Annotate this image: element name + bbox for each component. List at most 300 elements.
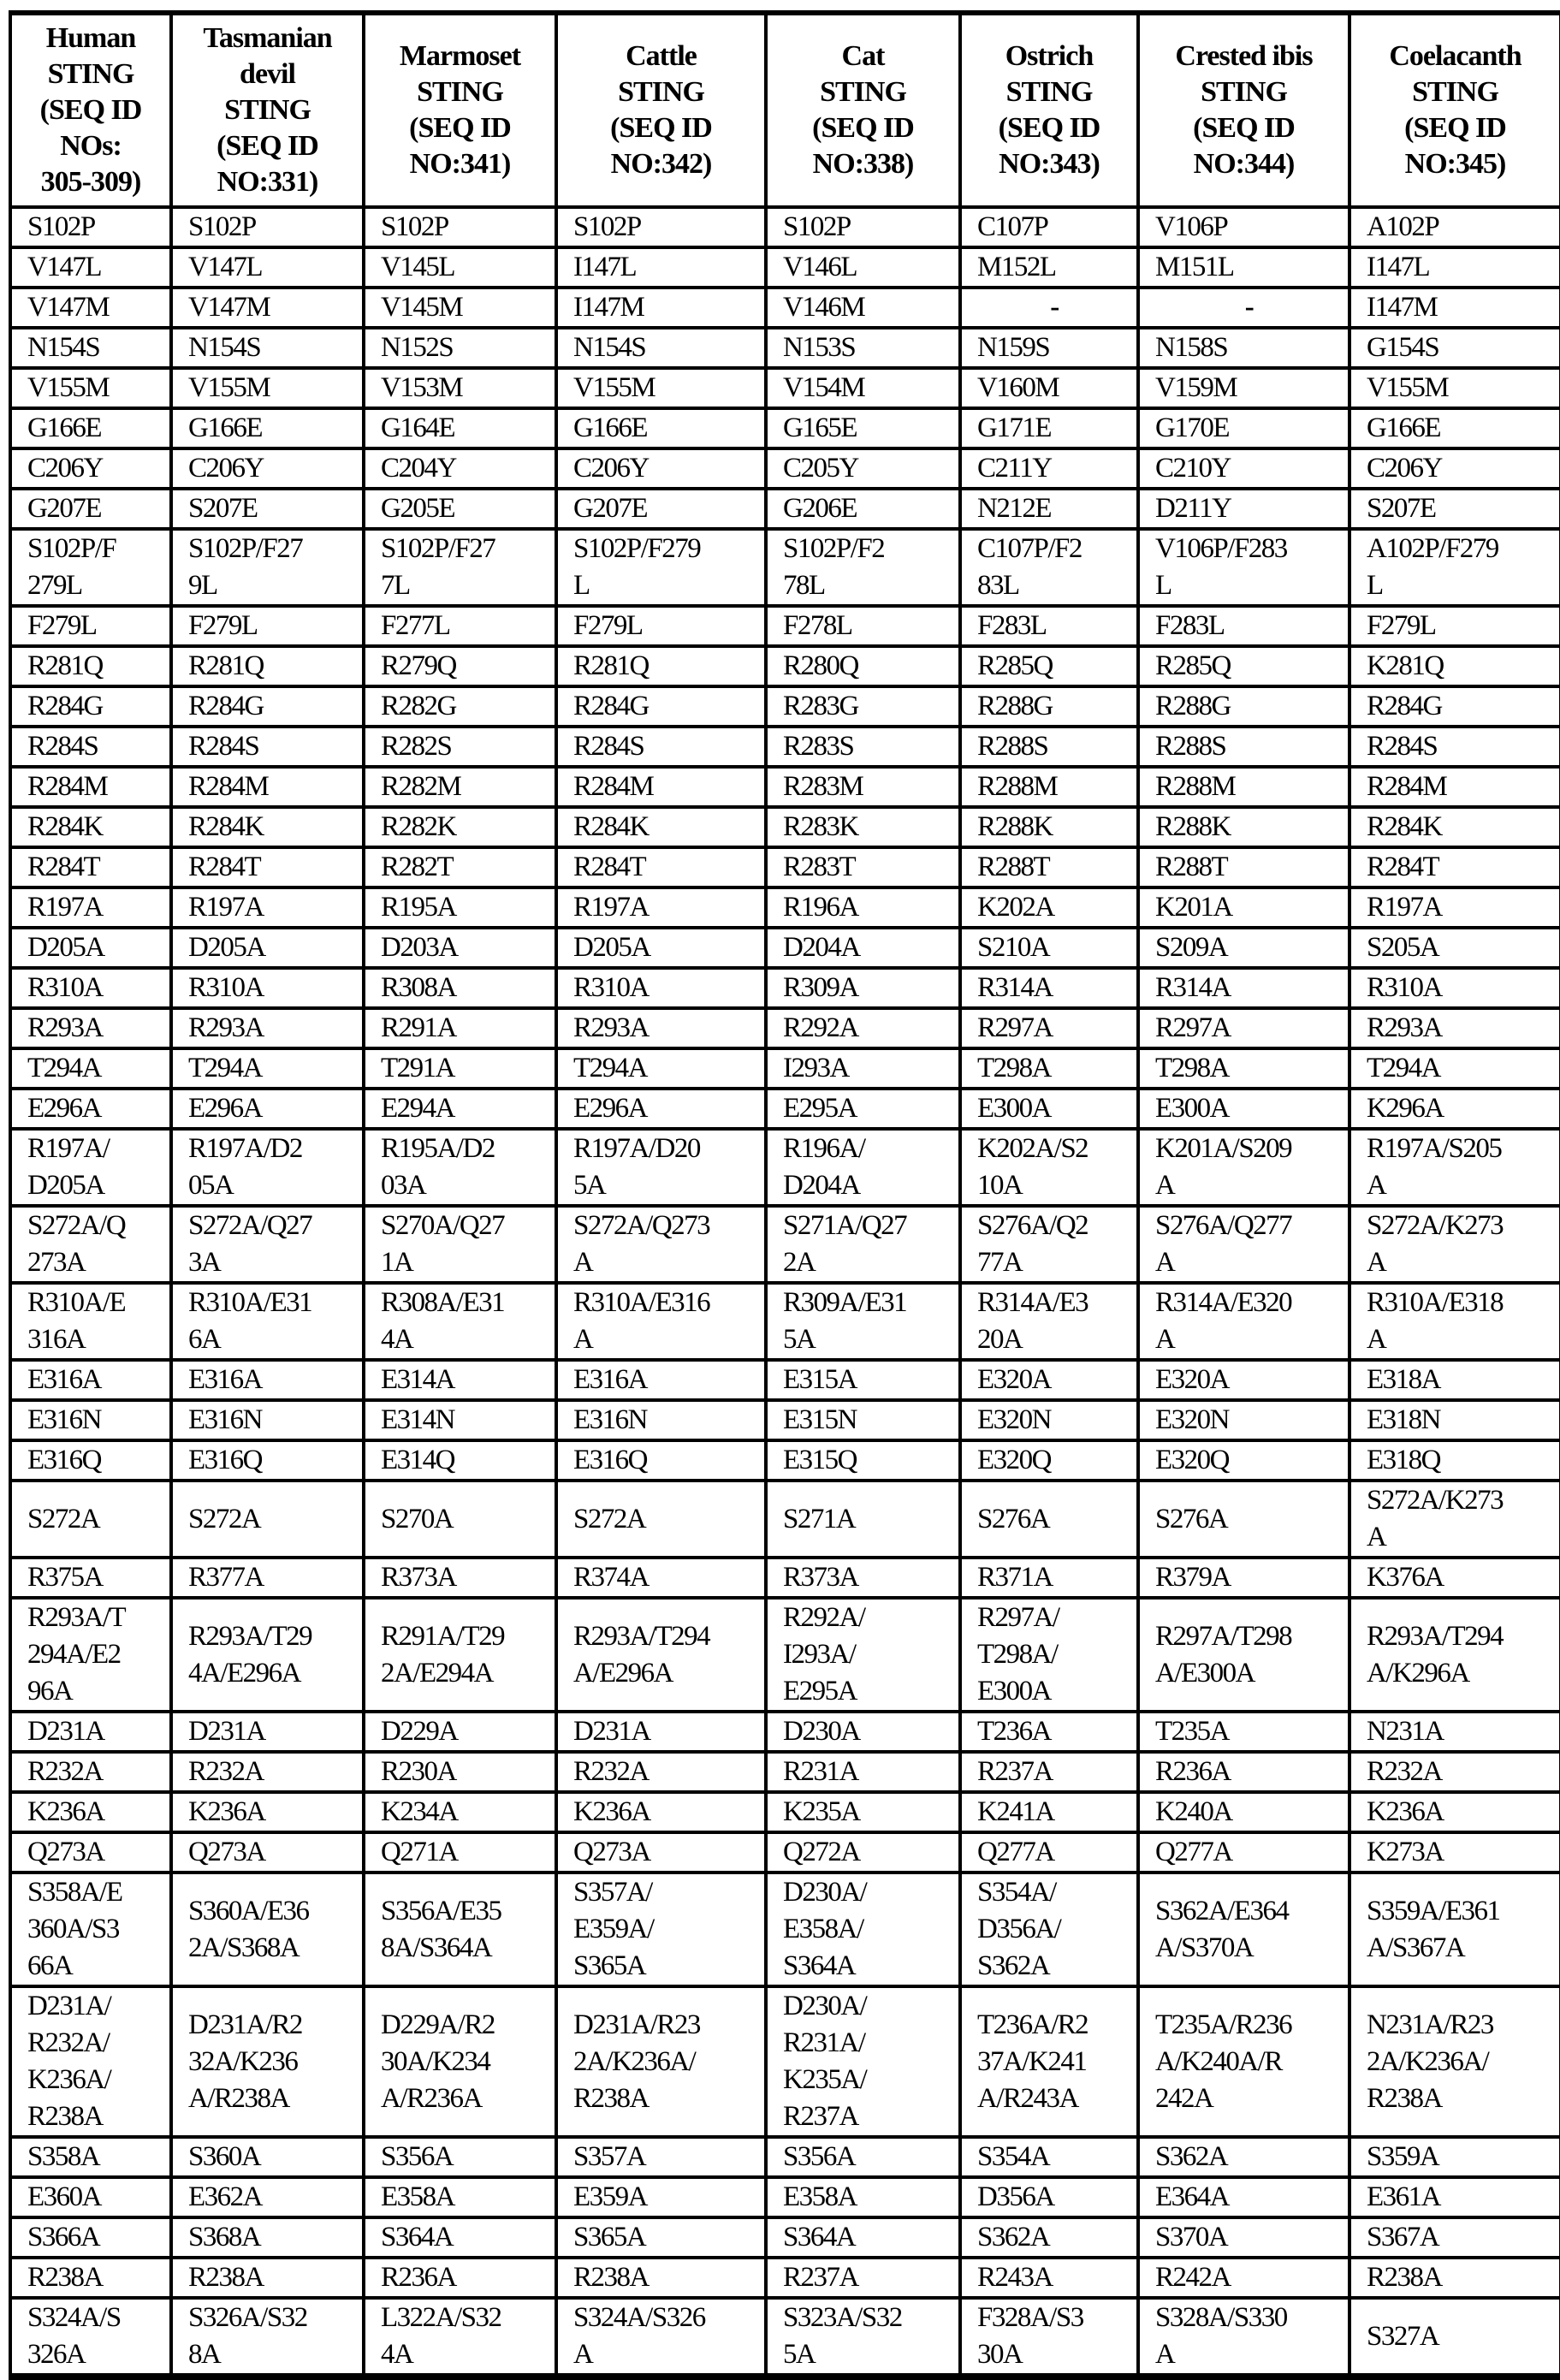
- mutation-cell-ostrich: E300A: [960, 1089, 1138, 1129]
- mutation-cell-cattle: S324A/S326 A: [556, 2298, 766, 2377]
- header-row: [10, 13, 1560, 207]
- mutation-cell-crested-ibis: G170E: [1138, 408, 1349, 448]
- mutation-cell-coelacanth: S367A: [1349, 2217, 1560, 2258]
- mutation-cell-coelacanth: I147L: [1349, 247, 1560, 288]
- mutation-cell-cat: G165E: [766, 408, 960, 448]
- mutation-cell-ostrich: F328A/S3 30A: [960, 2298, 1138, 2377]
- mutation-cell-tasmanian-devil: E316Q: [171, 1440, 364, 1481]
- mutation-cell-ostrich: R285Q: [960, 646, 1138, 686]
- mutation-cell-crested-ibis: R236A: [1138, 1752, 1349, 1792]
- mutation-cell-human: S358A: [10, 2137, 171, 2177]
- mutation-cell-crested-ibis: R288T: [1138, 847, 1349, 887]
- mutation-cell-crested-ibis: M151L: [1138, 247, 1349, 288]
- mutation-cell-ostrich: R288G: [960, 686, 1138, 727]
- mutation-cell-marmoset: R279Q: [364, 646, 556, 686]
- mutation-cell-tasmanian-devil: V155M: [171, 368, 364, 408]
- mutation-cell-cattle: I147M: [556, 288, 766, 328]
- mutation-cell-cat: V146L: [766, 247, 960, 288]
- mutation-cell-cat: E315Q: [766, 1440, 960, 1481]
- mutation-cell-crested-ibis: F283L: [1138, 606, 1349, 646]
- mutation-cell-crested-ibis: R314A: [1138, 968, 1349, 1008]
- mutation-cell-marmoset: R291A: [364, 1008, 556, 1048]
- mutation-cell-cat: C205Y: [766, 448, 960, 489]
- table-row: [10, 767, 1560, 807]
- mutation-cell-coelacanth: V155M: [1349, 368, 1560, 408]
- mutation-cell-crested-ibis: S328A/S330 A: [1138, 2298, 1349, 2377]
- mutation-cell-tasmanian-devil: D231A/R2 32A/K236 A/R238A: [171, 1986, 364, 2137]
- mutation-cell-human: D231A/ R232A/ K236A/ R238A: [10, 1986, 171, 2137]
- table-row: [10, 2177, 1560, 2217]
- mutation-cell-marmoset: R282T: [364, 847, 556, 887]
- table-row: [10, 1986, 1560, 2137]
- mutation-cell-cat: R237A: [766, 2258, 960, 2298]
- mutation-cell-marmoset: R282S: [364, 727, 556, 767]
- mutation-cell-human: V147L: [10, 247, 171, 288]
- mutation-cell-marmoset: Q271A: [364, 1832, 556, 1873]
- mutation-cell-coelacanth: R284T: [1349, 847, 1560, 887]
- mutation-cell-crested-ibis: R314A/E320 A: [1138, 1283, 1349, 1360]
- mutation-cell-ostrich: T236A: [960, 1712, 1138, 1752]
- mutation-cell-cat: R283K: [766, 807, 960, 847]
- mutation-cell-coelacanth: R293A/T294 A/K296A: [1349, 1598, 1560, 1712]
- mutation-cell-marmoset: R308A/E31 4A: [364, 1283, 556, 1360]
- mutation-cell-cattle: S272A: [556, 1481, 766, 1558]
- mutation-cell-coelacanth: S359A: [1349, 2137, 1560, 2177]
- sting-mutation-table: [9, 10, 1560, 2380]
- mutation-cell-cattle: R284K: [556, 807, 766, 847]
- mutation-cell-human: S102P: [10, 207, 171, 247]
- mutation-cell-ostrich: S276A: [960, 1481, 1138, 1558]
- mutation-cell-ostrich: N159S: [960, 328, 1138, 368]
- mutation-cell-crested-ibis: -: [1138, 288, 1349, 328]
- mutation-cell-tasmanian-devil: G166E: [171, 408, 364, 448]
- mutation-cell-ostrich: R297A/ T298A/ E300A: [960, 1598, 1138, 1712]
- mutation-cell-marmoset: V153M: [364, 368, 556, 408]
- mutation-cell-crested-ibis: E300A: [1138, 1089, 1349, 1129]
- mutation-cell-cattle: I147L: [556, 247, 766, 288]
- mutation-cell-coelacanth: G166E: [1349, 408, 1560, 448]
- mutation-cell-ostrich: R314A/E3 20A: [960, 1283, 1138, 1360]
- mutation-cell-marmoset: R308A: [364, 968, 556, 1008]
- mutation-cell-human: E316A: [10, 1360, 171, 1400]
- mutation-cell-ostrich: R288M: [960, 767, 1138, 807]
- mutation-cell-marmoset: F277L: [364, 606, 556, 646]
- mutation-cell-cat: I293A: [766, 1048, 960, 1089]
- table-row: [10, 606, 1560, 646]
- mutation-cell-cat: D230A: [766, 1712, 960, 1752]
- mutation-cell-cattle: R238A: [556, 2258, 766, 2298]
- mutation-cell-cat: R309A/E31 5A: [766, 1283, 960, 1360]
- mutation-cell-tasmanian-devil: D231A: [171, 1712, 364, 1752]
- mutation-cell-marmoset: D203A: [364, 928, 556, 968]
- mutation-cell-coelacanth: N231A: [1349, 1712, 1560, 1752]
- mutation-cell-cat: R280Q: [766, 646, 960, 686]
- mutation-cell-crested-ibis: D211Y: [1138, 489, 1349, 529]
- mutation-cell-human: G207E: [10, 489, 171, 529]
- mutation-cell-ostrich: R243A: [960, 2258, 1138, 2298]
- mutation-cell-cattle: S357A/ E359A/ S365A: [556, 1873, 766, 1986]
- mutation-cell-cattle: C206Y: [556, 448, 766, 489]
- mutation-cell-human: S102P/F 279L: [10, 529, 171, 606]
- mutation-cell-tasmanian-devil: E316N: [171, 1400, 364, 1440]
- mutation-cell-crested-ibis: S276A: [1138, 1481, 1349, 1558]
- mutation-cell-cattle: S365A: [556, 2217, 766, 2258]
- mutation-cell-ostrich: M152L: [960, 247, 1138, 288]
- mutation-cell-tasmanian-devil: C206Y: [171, 448, 364, 489]
- table-body: [10, 207, 1560, 2377]
- mutation-cell-cattle: R284M: [556, 767, 766, 807]
- mutation-cell-human: V147M: [10, 288, 171, 328]
- table-row: [10, 1283, 1560, 1360]
- mutation-cell-tasmanian-devil: R197A/D2 05A: [171, 1129, 364, 1206]
- table-row: [10, 847, 1560, 887]
- mutation-cell-coelacanth: R238A: [1349, 2258, 1560, 2298]
- mutation-cell-human: R232A: [10, 1752, 171, 1792]
- mutation-cell-cattle: D231A: [556, 1712, 766, 1752]
- mutation-cell-marmoset: E314Q: [364, 1440, 556, 1481]
- mutation-cell-ostrich: S362A: [960, 2217, 1138, 2258]
- mutation-cell-cat: S271A/Q27 2A: [766, 1206, 960, 1283]
- mutation-cell-ostrich: S354A: [960, 2137, 1138, 2177]
- mutation-cell-human: F279L: [10, 606, 171, 646]
- mutation-cell-ostrich: R237A: [960, 1752, 1138, 1792]
- mutation-cell-tasmanian-devil: Q273A: [171, 1832, 364, 1873]
- mutation-cell-coelacanth: T294A: [1349, 1048, 1560, 1089]
- mutation-cell-crested-ibis: S209A: [1138, 928, 1349, 968]
- table-row: [10, 1481, 1560, 1558]
- mutation-cell-human: G166E: [10, 408, 171, 448]
- mutation-cell-human: R375A: [10, 1558, 171, 1598]
- table-row: [10, 489, 1560, 529]
- mutation-cell-crested-ibis: R379A: [1138, 1558, 1349, 1598]
- mutation-cell-human: R284K: [10, 807, 171, 847]
- mutation-cell-coelacanth: R232A: [1349, 1752, 1560, 1792]
- mutation-cell-tasmanian-devil: R310A: [171, 968, 364, 1008]
- mutation-cell-ostrich: R288T: [960, 847, 1138, 887]
- mutation-cell-ostrich: F283L: [960, 606, 1138, 646]
- mutation-cell-ostrich: C211Y: [960, 448, 1138, 489]
- mutation-cell-cat: R283S: [766, 727, 960, 767]
- mutation-cell-tasmanian-devil: R197A: [171, 887, 364, 928]
- mutation-cell-cattle: S272A/Q273 A: [556, 1206, 766, 1283]
- mutation-cell-marmoset: S102P: [364, 207, 556, 247]
- mutation-cell-cat: E315A: [766, 1360, 960, 1400]
- mutation-cell-tasmanian-devil: F279L: [171, 606, 364, 646]
- table-row: [10, 1873, 1560, 1986]
- table-row: [10, 2137, 1560, 2177]
- mutation-cell-human: E296A: [10, 1089, 171, 1129]
- mutation-cell-cattle: G166E: [556, 408, 766, 448]
- mutation-cell-marmoset: V145L: [364, 247, 556, 288]
- mutation-cell-ostrich: T236A/R2 37A/K241 A/R243A: [960, 1986, 1138, 2137]
- mutation-cell-marmoset: R195A: [364, 887, 556, 928]
- mutation-cell-crested-ibis: T235A: [1138, 1712, 1349, 1752]
- mutation-cell-ostrich: K202A/S2 10A: [960, 1129, 1138, 1206]
- mutation-cell-tasmanian-devil: R281Q: [171, 646, 364, 686]
- mutation-cell-coelacanth: K376A: [1349, 1558, 1560, 1598]
- mutation-cell-cat: E358A: [766, 2177, 960, 2217]
- table-row: [10, 368, 1560, 408]
- mutation-cell-marmoset: E358A: [364, 2177, 556, 2217]
- mutation-cell-cat: R283G: [766, 686, 960, 727]
- mutation-cell-ostrich: Q277A: [960, 1832, 1138, 1873]
- mutation-cell-tasmanian-devil: R310A/E31 6A: [171, 1283, 364, 1360]
- mutation-cell-crested-ibis: E320Q: [1138, 1440, 1349, 1481]
- mutation-cell-cattle: S357A: [556, 2137, 766, 2177]
- mutation-cell-crested-ibis: C210Y: [1138, 448, 1349, 489]
- mutation-cell-cat: S323A/S32 5A: [766, 2298, 960, 2377]
- table-row: [10, 1598, 1560, 1712]
- mutation-cell-human: E316Q: [10, 1440, 171, 1481]
- mutation-cell-tasmanian-devil: R284M: [171, 767, 364, 807]
- mutation-cell-marmoset: V145M: [364, 288, 556, 328]
- mutation-cell-ostrich: K202A: [960, 887, 1138, 928]
- mutation-cell-cat: S102P: [766, 207, 960, 247]
- mutation-cell-cattle: R310A/E316 A: [556, 1283, 766, 1360]
- mutation-cell-cattle: R281Q: [556, 646, 766, 686]
- mutation-cell-tasmanian-devil: E362A: [171, 2177, 364, 2217]
- column-header-ostrich: Ostrich STING (SEQ ID NO:343): [960, 13, 1138, 207]
- mutation-cell-marmoset: R291A/T29 2A/E294A: [364, 1598, 556, 1712]
- mutation-cell-marmoset: G205E: [364, 489, 556, 529]
- mutation-cell-tasmanian-devil: S272A: [171, 1481, 364, 1558]
- mutation-cell-crested-ibis: R288M: [1138, 767, 1349, 807]
- mutation-cell-coelacanth: K281Q: [1349, 646, 1560, 686]
- mutation-cell-tasmanian-devil: E316A: [171, 1360, 364, 1400]
- mutation-cell-crested-ibis: V106P/F283 L: [1138, 529, 1349, 606]
- mutation-cell-tasmanian-devil: S102P: [171, 207, 364, 247]
- mutation-cell-human: R197A/ D205A: [10, 1129, 171, 1206]
- table-row: [10, 408, 1560, 448]
- mutation-cell-cat: R196A: [766, 887, 960, 928]
- mutation-cell-coelacanth: S272A/K273 A: [1349, 1481, 1560, 1558]
- mutation-cell-tasmanian-devil: S272A/Q27 3A: [171, 1206, 364, 1283]
- table-row: [10, 1206, 1560, 1283]
- mutation-cell-marmoset: S356A/E35 8A/S364A: [364, 1873, 556, 1986]
- mutation-cell-marmoset: K234A: [364, 1792, 556, 1832]
- table-header: [10, 13, 1560, 207]
- table-row: [10, 1558, 1560, 1598]
- mutation-cell-coelacanth: R284G: [1349, 686, 1560, 727]
- table-row: [10, 1440, 1560, 1481]
- mutation-cell-crested-ibis: R288G: [1138, 686, 1349, 727]
- mutation-cell-crested-ibis: R288S: [1138, 727, 1349, 767]
- table-row: [10, 928, 1560, 968]
- column-header-cattle: Cattle STING (SEQ ID NO:342): [556, 13, 766, 207]
- mutation-cell-ostrich: S276A/Q2 77A: [960, 1206, 1138, 1283]
- mutation-cell-ostrich: G171E: [960, 408, 1138, 448]
- mutation-cell-human: S358A/E 360A/S3 66A: [10, 1873, 171, 1986]
- mutation-cell-human: R281Q: [10, 646, 171, 686]
- mutation-cell-human: R284G: [10, 686, 171, 727]
- mutation-cell-tasmanian-devil: V147M: [171, 288, 364, 328]
- mutation-cell-coelacanth: A102P: [1349, 207, 1560, 247]
- mutation-cell-tasmanian-devil: R377A: [171, 1558, 364, 1598]
- mutation-cell-cat: Q272A: [766, 1832, 960, 1873]
- mutation-cell-ostrich: E320N: [960, 1400, 1138, 1440]
- mutation-cell-crested-ibis: S362A: [1138, 2137, 1349, 2177]
- mutation-cell-ostrich: R288K: [960, 807, 1138, 847]
- table-row: [10, 2258, 1560, 2298]
- mutation-cell-coelacanth: F279L: [1349, 606, 1560, 646]
- mutation-cell-tasmanian-devil: V147L: [171, 247, 364, 288]
- mutation-cell-ostrich: V160M: [960, 368, 1138, 408]
- mutation-cell-coelacanth: R197A: [1349, 887, 1560, 928]
- mutation-cell-crested-ibis: S362A/E364 A/S370A: [1138, 1873, 1349, 1986]
- mutation-cell-coelacanth: S205A: [1349, 928, 1560, 968]
- mutation-cell-marmoset: S356A: [364, 2137, 556, 2177]
- mutation-cell-tasmanian-devil: R284S: [171, 727, 364, 767]
- mutation-cell-ostrich: R314A: [960, 968, 1138, 1008]
- mutation-cell-marmoset: C204Y: [364, 448, 556, 489]
- column-header-crested-ibis: Crested ibis STING (SEQ ID NO:344): [1138, 13, 1349, 207]
- mutation-cell-crested-ibis: V159M: [1138, 368, 1349, 408]
- mutation-cell-ostrich: N212E: [960, 489, 1138, 529]
- mutation-cell-human: D231A: [10, 1712, 171, 1752]
- mutation-cell-cattle: R197A/D20 5A: [556, 1129, 766, 1206]
- mutation-cell-coelacanth: S272A/K273 A: [1349, 1206, 1560, 1283]
- mutation-cell-cat: V154M: [766, 368, 960, 408]
- mutation-cell-tasmanian-devil: R284K: [171, 807, 364, 847]
- mutation-cell-coelacanth: N231A/R23 2A/K236A/ R238A: [1349, 1986, 1560, 2137]
- table-row: [10, 968, 1560, 1008]
- mutation-cell-cattle: R284S: [556, 727, 766, 767]
- mutation-cell-tasmanian-devil: R238A: [171, 2258, 364, 2298]
- column-header-human: Human STING (SEQ ID NOs: 305-309): [10, 13, 171, 207]
- mutation-cell-coelacanth: R310A: [1349, 968, 1560, 1008]
- mutation-cell-tasmanian-devil: S102P/F27 9L: [171, 529, 364, 606]
- table-row: [10, 1360, 1560, 1400]
- mutation-cell-coelacanth: K236A: [1349, 1792, 1560, 1832]
- mutation-cell-cattle: R293A: [556, 1008, 766, 1048]
- mutation-cell-ostrich: -: [960, 288, 1138, 328]
- mutation-cell-cattle: F279L: [556, 606, 766, 646]
- mutation-cell-cat: R373A: [766, 1558, 960, 1598]
- mutation-cell-human: R293A: [10, 1008, 171, 1048]
- mutation-cell-coelacanth: E361A: [1349, 2177, 1560, 2217]
- mutation-cell-human: E360A: [10, 2177, 171, 2217]
- mutation-cell-cat: R231A: [766, 1752, 960, 1792]
- mutation-cell-tasmanian-devil: E296A: [171, 1089, 364, 1129]
- mutation-cell-coelacanth: R284M: [1349, 767, 1560, 807]
- mutation-cell-cattle: R310A: [556, 968, 766, 1008]
- mutation-cell-crested-ibis: R297A/T298 A/E300A: [1138, 1598, 1349, 1712]
- mutation-cell-marmoset: S364A: [364, 2217, 556, 2258]
- mutation-cell-human: S324A/S 326A: [10, 2298, 171, 2377]
- mutation-cell-cattle: E316N: [556, 1400, 766, 1440]
- mutation-cell-marmoset: R282K: [364, 807, 556, 847]
- mutation-cell-crested-ibis: S370A: [1138, 2217, 1349, 2258]
- mutation-cell-ostrich: S210A: [960, 928, 1138, 968]
- mutation-cell-cattle: E316A: [556, 1360, 766, 1400]
- mutation-cell-human: S366A: [10, 2217, 171, 2258]
- mutation-cell-cattle: Q273A: [556, 1832, 766, 1873]
- table-row: [10, 328, 1560, 368]
- mutation-cell-crested-ibis: R297A: [1138, 1008, 1349, 1048]
- mutation-cell-cattle: R284G: [556, 686, 766, 727]
- mutation-cell-coelacanth: S359A/E361 A/S367A: [1349, 1873, 1560, 1986]
- document-page: [9, 10, 1560, 2380]
- mutation-cell-coelacanth: R284S: [1349, 727, 1560, 767]
- mutation-cell-marmoset: E294A: [364, 1089, 556, 1129]
- mutation-cell-crested-ibis: Q277A: [1138, 1832, 1349, 1873]
- mutation-cell-coelacanth: C206Y: [1349, 448, 1560, 489]
- mutation-cell-crested-ibis: R285Q: [1138, 646, 1349, 686]
- mutation-cell-cat: K235A: [766, 1792, 960, 1832]
- mutation-cell-crested-ibis: N158S: [1138, 328, 1349, 368]
- table-row: [10, 1752, 1560, 1792]
- mutation-cell-marmoset: G164E: [364, 408, 556, 448]
- table-row: [10, 529, 1560, 606]
- table-row: [10, 1400, 1560, 1440]
- mutation-cell-cat: R309A: [766, 968, 960, 1008]
- table-row: [10, 1008, 1560, 1048]
- mutation-cell-human: R238A: [10, 2258, 171, 2298]
- mutation-cell-crested-ibis: R242A: [1138, 2258, 1349, 2298]
- mutation-cell-coelacanth: S207E: [1349, 489, 1560, 529]
- mutation-cell-coelacanth: A102P/F279 L: [1349, 529, 1560, 606]
- mutation-cell-ostrich: R297A: [960, 1008, 1138, 1048]
- table-row: [10, 1089, 1560, 1129]
- table-row: [10, 807, 1560, 847]
- mutation-cell-human: K236A: [10, 1792, 171, 1832]
- mutation-cell-ostrich: T298A: [960, 1048, 1138, 1089]
- mutation-cell-cattle: K236A: [556, 1792, 766, 1832]
- mutation-cell-marmoset: R230A: [364, 1752, 556, 1792]
- mutation-cell-coelacanth: S327A: [1349, 2298, 1560, 2377]
- mutation-cell-cat: D204A: [766, 928, 960, 968]
- mutation-cell-crested-ibis: R288K: [1138, 807, 1349, 847]
- mutation-cell-crested-ibis: K201A/S209 A: [1138, 1129, 1349, 1206]
- mutation-cell-marmoset: D229A: [364, 1712, 556, 1752]
- mutation-cell-ostrich: S354A/ D356A/ S362A: [960, 1873, 1138, 1986]
- mutation-cell-ostrich: C107P/F2 83L: [960, 529, 1138, 606]
- mutation-cell-crested-ibis: V106P: [1138, 207, 1349, 247]
- mutation-cell-human: R293A/T 294A/E2 96A: [10, 1598, 171, 1712]
- mutation-cell-coelacanth: R284K: [1349, 807, 1560, 847]
- mutation-cell-human: Q273A: [10, 1832, 171, 1873]
- mutation-cell-tasmanian-devil: K236A: [171, 1792, 364, 1832]
- mutation-cell-cat: R292A/ I293A/ E295A: [766, 1598, 960, 1712]
- mutation-cell-cat: D230A/ E358A/ S364A: [766, 1873, 960, 1986]
- mutation-cell-ostrich: E320A: [960, 1360, 1138, 1400]
- mutation-cell-cattle: G207E: [556, 489, 766, 529]
- mutation-cell-marmoset: S270A: [364, 1481, 556, 1558]
- table-row: [10, 727, 1560, 767]
- mutation-cell-cattle: D205A: [556, 928, 766, 968]
- mutation-cell-human: R284T: [10, 847, 171, 887]
- mutation-cell-crested-ibis: E364A: [1138, 2177, 1349, 2217]
- mutation-cell-marmoset: S270A/Q27 1A: [364, 1206, 556, 1283]
- mutation-cell-coelacanth: G154S: [1349, 328, 1560, 368]
- mutation-cell-cat: D230A/ R231A/ K235A/ R237A: [766, 1986, 960, 2137]
- mutation-cell-cat: R283M: [766, 767, 960, 807]
- mutation-cell-human: T294A: [10, 1048, 171, 1089]
- mutation-cell-marmoset: T291A: [364, 1048, 556, 1089]
- mutation-cell-tasmanian-devil: S360A: [171, 2137, 364, 2177]
- mutation-cell-human: R197A: [10, 887, 171, 928]
- mutation-cell-human: S272A/Q 273A: [10, 1206, 171, 1283]
- column-header-marmoset: Marmoset STING (SEQ ID NO:341): [364, 13, 556, 207]
- mutation-cell-tasmanian-devil: R284T: [171, 847, 364, 887]
- table-row: [10, 207, 1560, 247]
- mutation-cell-crested-ibis: T298A: [1138, 1048, 1349, 1089]
- mutation-cell-cat: E295A: [766, 1089, 960, 1129]
- mutation-cell-coelacanth: R293A: [1349, 1008, 1560, 1048]
- mutation-cell-human: C206Y: [10, 448, 171, 489]
- mutation-cell-ostrich: R371A: [960, 1558, 1138, 1598]
- mutation-cell-cat: S271A: [766, 1481, 960, 1558]
